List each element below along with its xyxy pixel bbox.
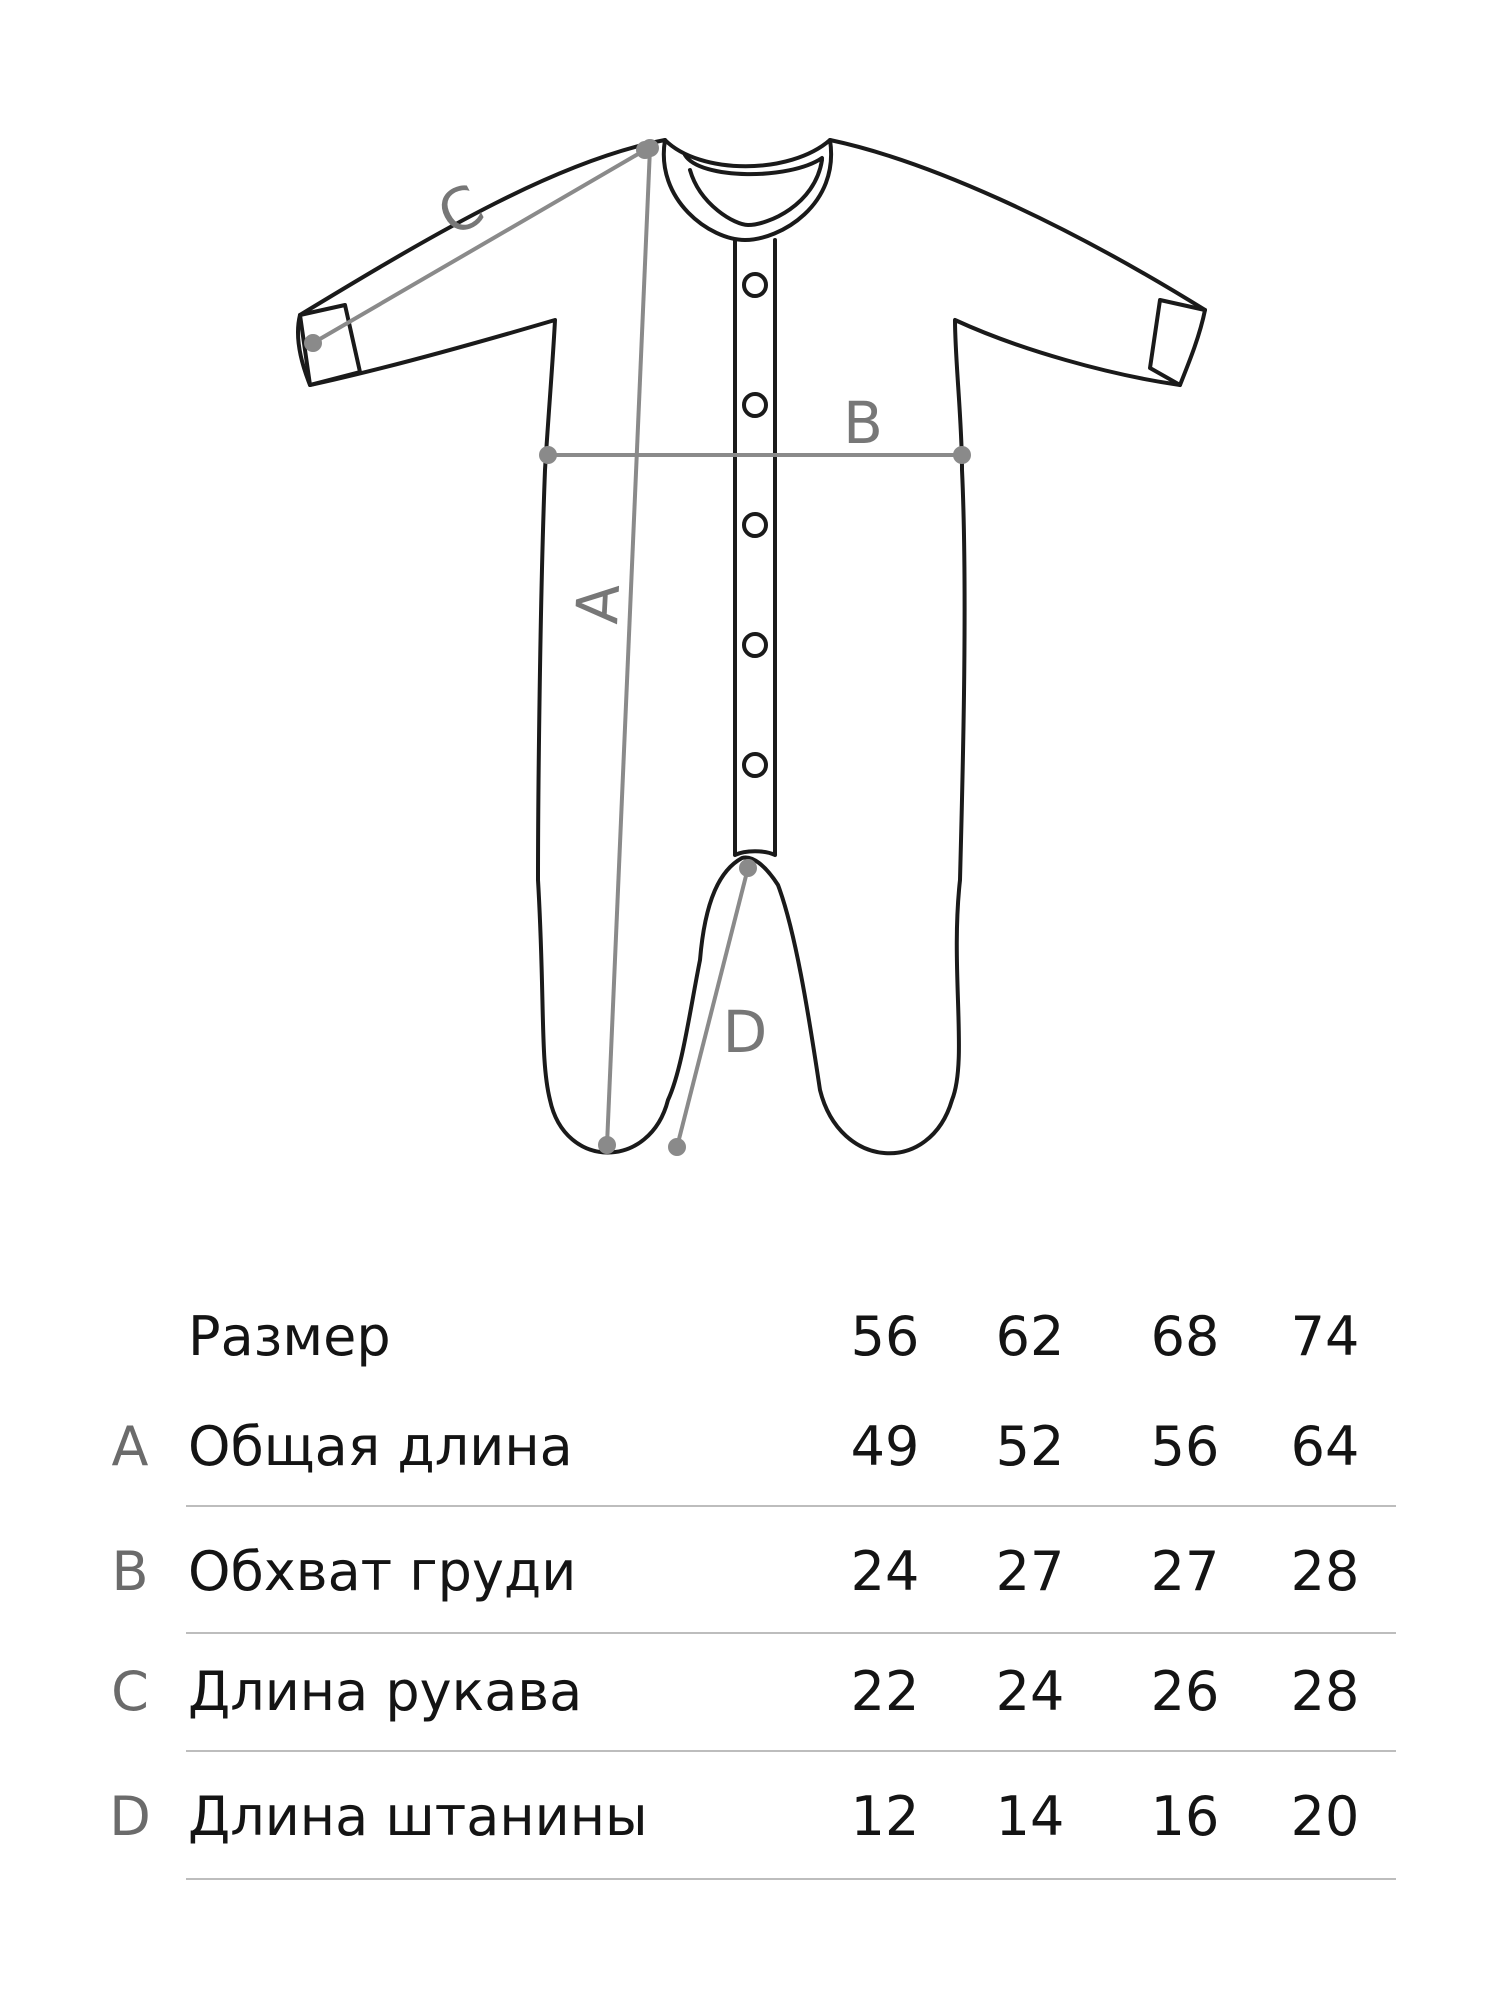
size-header-74: 74 [1290, 1305, 1360, 1368]
button-2 [744, 394, 766, 416]
button-1 [744, 274, 766, 296]
row-a-value-62: 52 [995, 1415, 1065, 1478]
label-c: C [426, 170, 495, 250]
button-4 [744, 634, 766, 656]
measurement-labels [427, 171, 883, 1066]
row-a-value-68: 56 [1150, 1415, 1220, 1478]
row-d-label: Длина штанины [188, 1785, 648, 1848]
size-header-56: 56 [850, 1305, 920, 1368]
row-divider [186, 1750, 1396, 1752]
row-d-value-68: 16 [1150, 1785, 1220, 1848]
size-header-62: 62 [995, 1305, 1065, 1368]
size-header-label: Размер [188, 1305, 391, 1368]
row-a-letter: A [111, 1415, 149, 1478]
placket-buttons [744, 274, 766, 776]
measurement-lines [306, 141, 969, 1154]
row-c-value-62: 24 [995, 1660, 1065, 1723]
row-b-value-68: 27 [1150, 1540, 1220, 1603]
label-d: D [722, 998, 768, 1066]
row-divider [186, 1878, 1396, 1880]
button-3 [744, 514, 766, 536]
row-d-letter: D [109, 1785, 151, 1848]
row-a-value-56: 49 [850, 1415, 920, 1478]
row-b-label: Обхват груди [188, 1540, 577, 1603]
button-5 [744, 754, 766, 776]
row-c-value-56: 22 [850, 1660, 920, 1723]
row-b-value-74: 28 [1290, 1540, 1360, 1603]
row-c-value-74: 28 [1290, 1660, 1360, 1723]
label-a: A [563, 582, 634, 626]
row-divider [186, 1632, 1396, 1634]
row-a-value-74: 64 [1290, 1415, 1360, 1478]
row-b-value-62: 27 [995, 1540, 1065, 1603]
row-d-value-56: 12 [850, 1785, 920, 1848]
row-c-label: Длина рукава [188, 1660, 583, 1723]
row-c-value-68: 26 [1150, 1660, 1220, 1723]
row-c-letter: C [111, 1660, 149, 1723]
row-a-label: Общая длина [188, 1415, 573, 1478]
row-d-value-74: 20 [1290, 1785, 1360, 1848]
row-b-value-56: 24 [850, 1540, 920, 1603]
measure-a-line [607, 148, 650, 1145]
row-b-letter: B [111, 1540, 149, 1603]
row-divider [186, 1505, 1396, 1507]
row-d-value-62: 14 [995, 1785, 1065, 1848]
measure-c-line [313, 150, 645, 343]
size-header-68: 68 [1150, 1305, 1220, 1368]
label-b: B [843, 389, 883, 457]
